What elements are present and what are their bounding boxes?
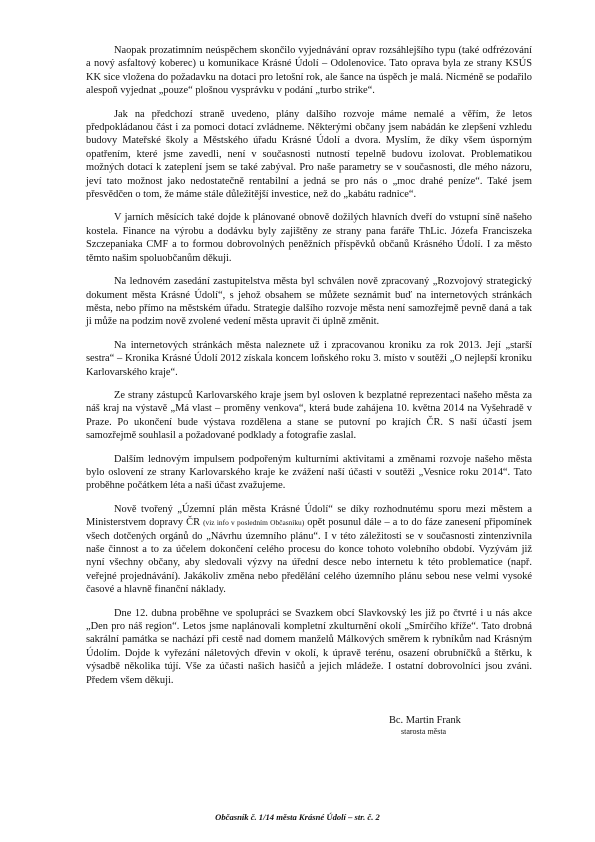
signature-role: starosta města [401,727,447,736]
paragraph-road-repair: Naopak prozatimním neúspěchem skončilo vyjednávání oprav rozsáhlejšího typu (také odfrézování a nový asfaltový koberec) u komunikace Krásné Údolí – Odolenovice. Tato oprava byla ze strany KSÚS KK sice vložena do požadavku na dotaci pro letošní rok, ale šance na úspěch je malá. Nicméně se podařilo alespoň vyjednat „pouze“ plošnou vysprávku v podání „turbo strike“. [86,45,532,97]
paragraph-region-day: Dne 12. dubna proběhne ve spolupráci se Svazkem obcí Slavkovský les již po čtvrté i u nás akce „Den pro náš region“. Letos jsme naplánovali kompletní zkulturnění okolí „Smírčího kříže“. Tato drobná sakrální památka se nachází při cestě nad domem manželů Málkových směrem k rybníkům nad Krásným Údolím. Dojde k vyřezání náletových dřevin v okolí, k úpravě terénu, osazení obrubníčků a štěrku, k výsadbě několika tújí. Vše za účasti našich hasičů a jejich mládeže. I ostatní dobrovolníci jsou zváni. Předem všem děkuji. [86,607,532,686]
paragraph-church-doors: V jarních měsících také dojde k plánované obnově dožilých hlavních dveří do vstupní síně našeho kostela. Finance na výrobu a dodávku byly zajištěny ze strany pana faráře ThLic. Józefa Franciszeka Szczepaniaka CMF a to formou dobrovolných peněžních příspěvků občanů Krásného Údolí. I za město těmto našim spoluobčanům děkuji. [86,212,532,264]
zoning-text-start: Nově tvořený „Územní plán města Krásné Údolí“ se díky rozhodnutému sporu mezi městem a Ministerstvem dopravy ČR [86,503,532,529]
paragraph-chronicle: Na internetových stránkách města naleznete už i zpracovanou kroniku za rok 2013. Její „starší sestra“ – Kronika Krásné Údolí 2012 získala koncem loňského roku 3. místo v soutěži „O nejlepší kroniku Karlovarského kraje“. [86,339,532,378]
paragraph-village-of-year: Dalším lednovým impulsem podpořeným kulturními aktivitami a změnami rozvoje našeho města bylo oslovení ze strany Karlovarského kraje ke zvážení naší účasti v soutěži „Vesnice roku 2014“. Tato proběhne počátkem léta a naši účast zvažujeme. [86,453,532,492]
signature-name: Bc. Martin Frank [389,715,461,726]
paragraph-exhibition: Ze strany zástupců Karlovarského kraje jsem byl osloven k bezplatné reprezentaci našeho města za náš kraj na výstavě „Má vlast – proměny venkova“, která bude zahájena 10. května 2014 na Vyšehradě v Praze. Po ukončení bude výstava rozdělena a stane se putovní po krajích ČR. S naší účastí jsem samozřejmě souhlasil a požadované podklady a fotografie zaslal. [86,389,532,442]
page-footer: Občasník č. 1/14 města Krásné Údolí – str. č. 2 [215,812,380,822]
paragraph-building-insulation: Jak na předchozí straně uvedeno, plány dalšího rozvoje máme nemalé a věřím, že letos předpokládanou část i za pomoci dotací zvládneme. Některými občany jsem nabádán ke zlepšení vzhledu budovy Mateřské školy a Městského úřadu Krásné Údolí a dvora. Myslím, že díky všem úsporným opatřením, které jsme zavedli, není v současnosti nutností tepelně budovu izolovat. Problematikou možných dotací k zateplení jsem se také zabýval. Pro naše parametry se v současnosti, dle mého názoru, jeví tato možnost jako nedostatečně rentabilní a jedná se pro nás o „moc drahé peníze“. Také jsem přesvědčen o tom, že máme stále důležitější investice, než do „kabátu radnice“. [86,108,532,201]
zoning-text-end: opět posunul dále – a to do fáze zanesení připomínek všech dotčených orgánů do „Návrhu územního plánu“. I v této záležitosti se v současnosti zintenzivnila naše činnost a to za účelem dokončení celého procesu do konce tohoto volebního období. Vyzývám již nyní všechny občany, aby sledovali výzvy na úřední desce nebo internetu k této problematice (např. veřejné projednávání). Jakákoliv změna nebo předělání celého územního plánu sebou nese velmi vysoké časové a hlavně finanční náklady. [86,517,533,596]
signature-block [389,714,461,737]
paragraph-zoning-plan [86,503,532,597]
document-body [86,44,532,697]
paragraph-strategy-document: Na lednovém zasedání zastupitelstva města byl schválen nově zpracovaný „Rozvojový strategický dokument města Krásné Údolí“, s jehož obsahem se můžete seznámit buď na internetových stránkách města, nebo přímo na městském úřadu. Strategie dalšího rozvoje města není samozřejmě pevně daná a tak ji může na podzim nově zvolené vedení města upravit či úplně změnit. [86,276,532,328]
zoning-text-note: (viz info v posledním Občasníku) [203,518,305,528]
